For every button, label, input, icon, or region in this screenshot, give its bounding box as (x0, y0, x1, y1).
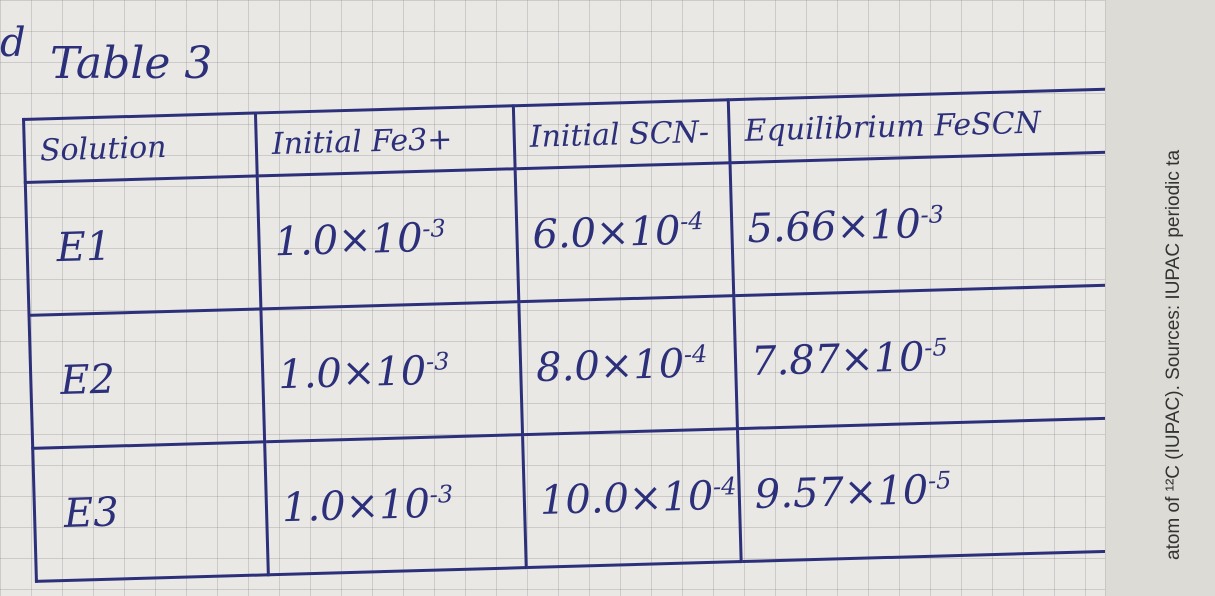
cell-initial-fe: $1.0\times 10^{-3}$ (265, 435, 527, 575)
cell-solution: E3 (33, 442, 269, 581)
cell-initial-scn: $6.0\times 10^{-4}$ (515, 163, 734, 302)
side-text: atom of ¹²C (IUPAC). Sources: IUPAC periodic ta (1163, 149, 1184, 560)
header-solution: Solution (24, 113, 258, 182)
header-equilibrium-fescn: Equilibrium FeSCN (728, 89, 1110, 163)
data-table (22, 88, 1123, 583)
cell-equilibrium-fescn: $9.57\times 10^{-5}$ (737, 418, 1121, 562)
cell-initial-fe: $1.0\times 10^{-3}$ (257, 169, 519, 309)
table-title: Table 3 (50, 38, 213, 89)
cell-initial-scn: $8.0\times 10^{-4}$ (519, 296, 738, 435)
cell-solution: E2 (29, 309, 265, 448)
header-initial-fe: Initial Fe3+ (255, 106, 515, 176)
cell-solution: E1 (25, 176, 261, 315)
margin-mark: d (0, 20, 26, 66)
side-printed-text (1105, 0, 1215, 596)
cell-initial-fe: $1.0\times 10^{-3}$ (261, 302, 523, 442)
header-initial-scn: Initial SCN- (513, 100, 730, 169)
cell-initial-scn: $10.0\times 10^{-4}$ (523, 429, 742, 568)
cell-equilibrium-fescn: $5.66\times 10^{-3}$ (730, 152, 1114, 296)
cell-equilibrium-fescn: $7.87\times 10^{-5}$ (734, 285, 1118, 429)
